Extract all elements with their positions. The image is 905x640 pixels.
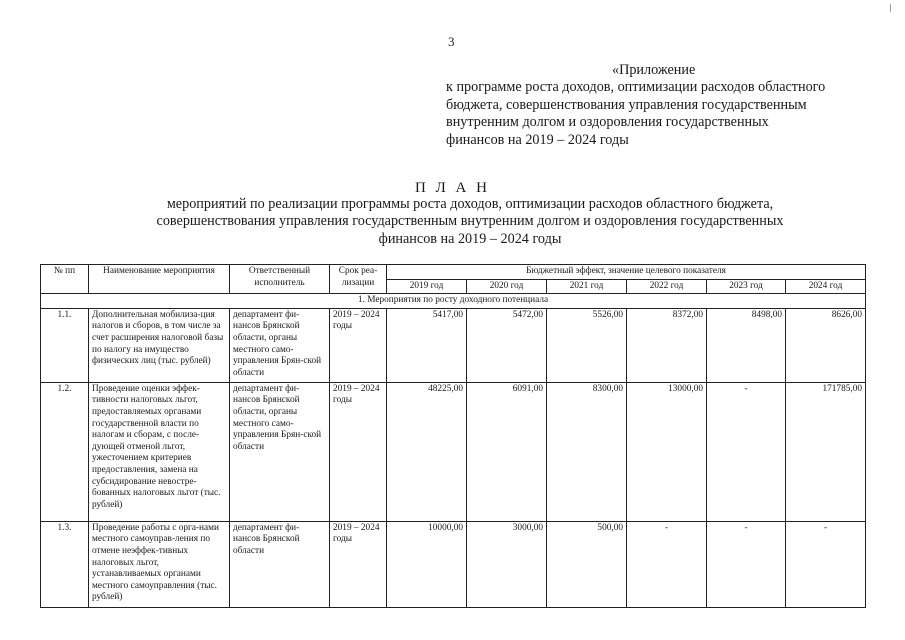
table-row xyxy=(41,308,866,382)
appendix-line: финансов на 2019 – 2024 годы xyxy=(446,131,629,148)
header-term: Срок реа-лизации xyxy=(330,265,387,294)
row-value: 10000,00 xyxy=(387,521,467,607)
row-value: 13000,00 xyxy=(627,382,707,521)
header-executor: Ответственный исполнитель xyxy=(230,265,330,294)
appendix-line: к программе роста доходов, оптимизации расходов областного xyxy=(446,79,826,96)
row-num: 1.2. xyxy=(41,382,89,521)
row-num: 1.3. xyxy=(41,521,89,607)
row-value: 48225,00 xyxy=(387,382,467,521)
row-value: - xyxy=(627,521,707,607)
appendix-line: бюджета, совершенствования управления государственным xyxy=(446,96,807,113)
header-year: 2022 год xyxy=(627,279,707,294)
header-year: 2021 год xyxy=(547,279,627,294)
subtitle-line: совершенствования управления государственным внутренним долгом и оздоровления государственных xyxy=(156,213,784,230)
row-name: Дополнительная мобилиза-ция налогов и сборов, в том числе за счет расширения налоговой базы по налогу на имущество физических лиц (тыс. рублей) xyxy=(89,308,230,382)
appendix-block xyxy=(446,62,886,149)
row-value: - xyxy=(707,382,786,521)
appendix-line: «Приложение xyxy=(612,62,696,78)
header-name: Наименование мероприятия xyxy=(89,265,230,294)
row-value: 6091,00 xyxy=(467,382,547,521)
appendix-line: внутренним долгом и оздоровления государственных xyxy=(446,114,769,131)
row-value: - xyxy=(707,521,786,607)
row-value: 8372,00 xyxy=(627,308,707,382)
table-header-row xyxy=(41,265,866,280)
header-year: 2024 год xyxy=(786,279,866,294)
row-name: Проведение оценки эффек-тивности налоговых льгот, предоставляемых органами государственной власти по налогам и сборам, с после-дующей отменой льгот, ужесточением критериев предоставления, замена на субсидирование невостре-бованных налоговых льгот (тыс. рублей) xyxy=(89,382,230,521)
row-value: 8300,00 xyxy=(547,382,627,521)
row-value: 171785,00 xyxy=(786,382,866,521)
row-value: 8626,00 xyxy=(786,308,866,382)
row-term: 2019 – 2024 годы xyxy=(330,521,387,607)
row-name: Проведение работы с орга-нами местного самоуправ-ления по отмене неэффек-тивных налоговых льгот, устанавливаемых органами местного самоуправления (тыс. рублей) xyxy=(89,521,230,607)
row-value: 5417,00 xyxy=(387,308,467,382)
row-value: 3000,00 xyxy=(467,521,547,607)
section-row xyxy=(41,294,866,309)
table-row xyxy=(41,521,866,607)
row-num: 1.1. xyxy=(41,308,89,382)
header-year: 2019 год xyxy=(387,279,467,294)
row-executor: департамент фи-нансов Брянской области, органы местного само-управления Брян-ской области xyxy=(230,382,330,521)
row-term: 2019 – 2024 годы xyxy=(330,382,387,521)
plan-title: П Л А Н xyxy=(415,180,490,196)
row-value: 500,00 xyxy=(547,521,627,607)
row-value: - xyxy=(786,521,866,607)
row-value: 5472,00 xyxy=(467,308,547,382)
row-executor: департамент фи-нансов Брянской области xyxy=(230,521,330,607)
row-value: 5526,00 xyxy=(547,308,627,382)
header-effect: Бюджетный эффект, значение целевого показателя xyxy=(387,265,866,280)
page-number: 3 xyxy=(448,34,455,49)
header-num: № пп xyxy=(41,265,89,294)
corner-mark xyxy=(890,4,891,12)
row-term: 2019 – 2024 годы xyxy=(330,308,387,382)
plan-table xyxy=(40,264,866,608)
header-year: 2020 год xyxy=(467,279,547,294)
subtitle-line: финансов на 2019 – 2024 годы xyxy=(378,230,562,247)
plan-subtitle xyxy=(70,196,870,248)
row-executor: департамент фи-нансов Брянской области, органы местного само-управления Брян-ской области xyxy=(230,308,330,382)
table-row xyxy=(41,382,866,521)
row-value: 8498,00 xyxy=(707,308,786,382)
header-year: 2023 год xyxy=(707,279,786,294)
subtitle-line: мероприятий по реализации программы роста доходов, оптимизации расходов областного бюджета, xyxy=(166,196,774,212)
section-title: 1. Мероприятия по росту доходного потенциала xyxy=(41,294,866,309)
